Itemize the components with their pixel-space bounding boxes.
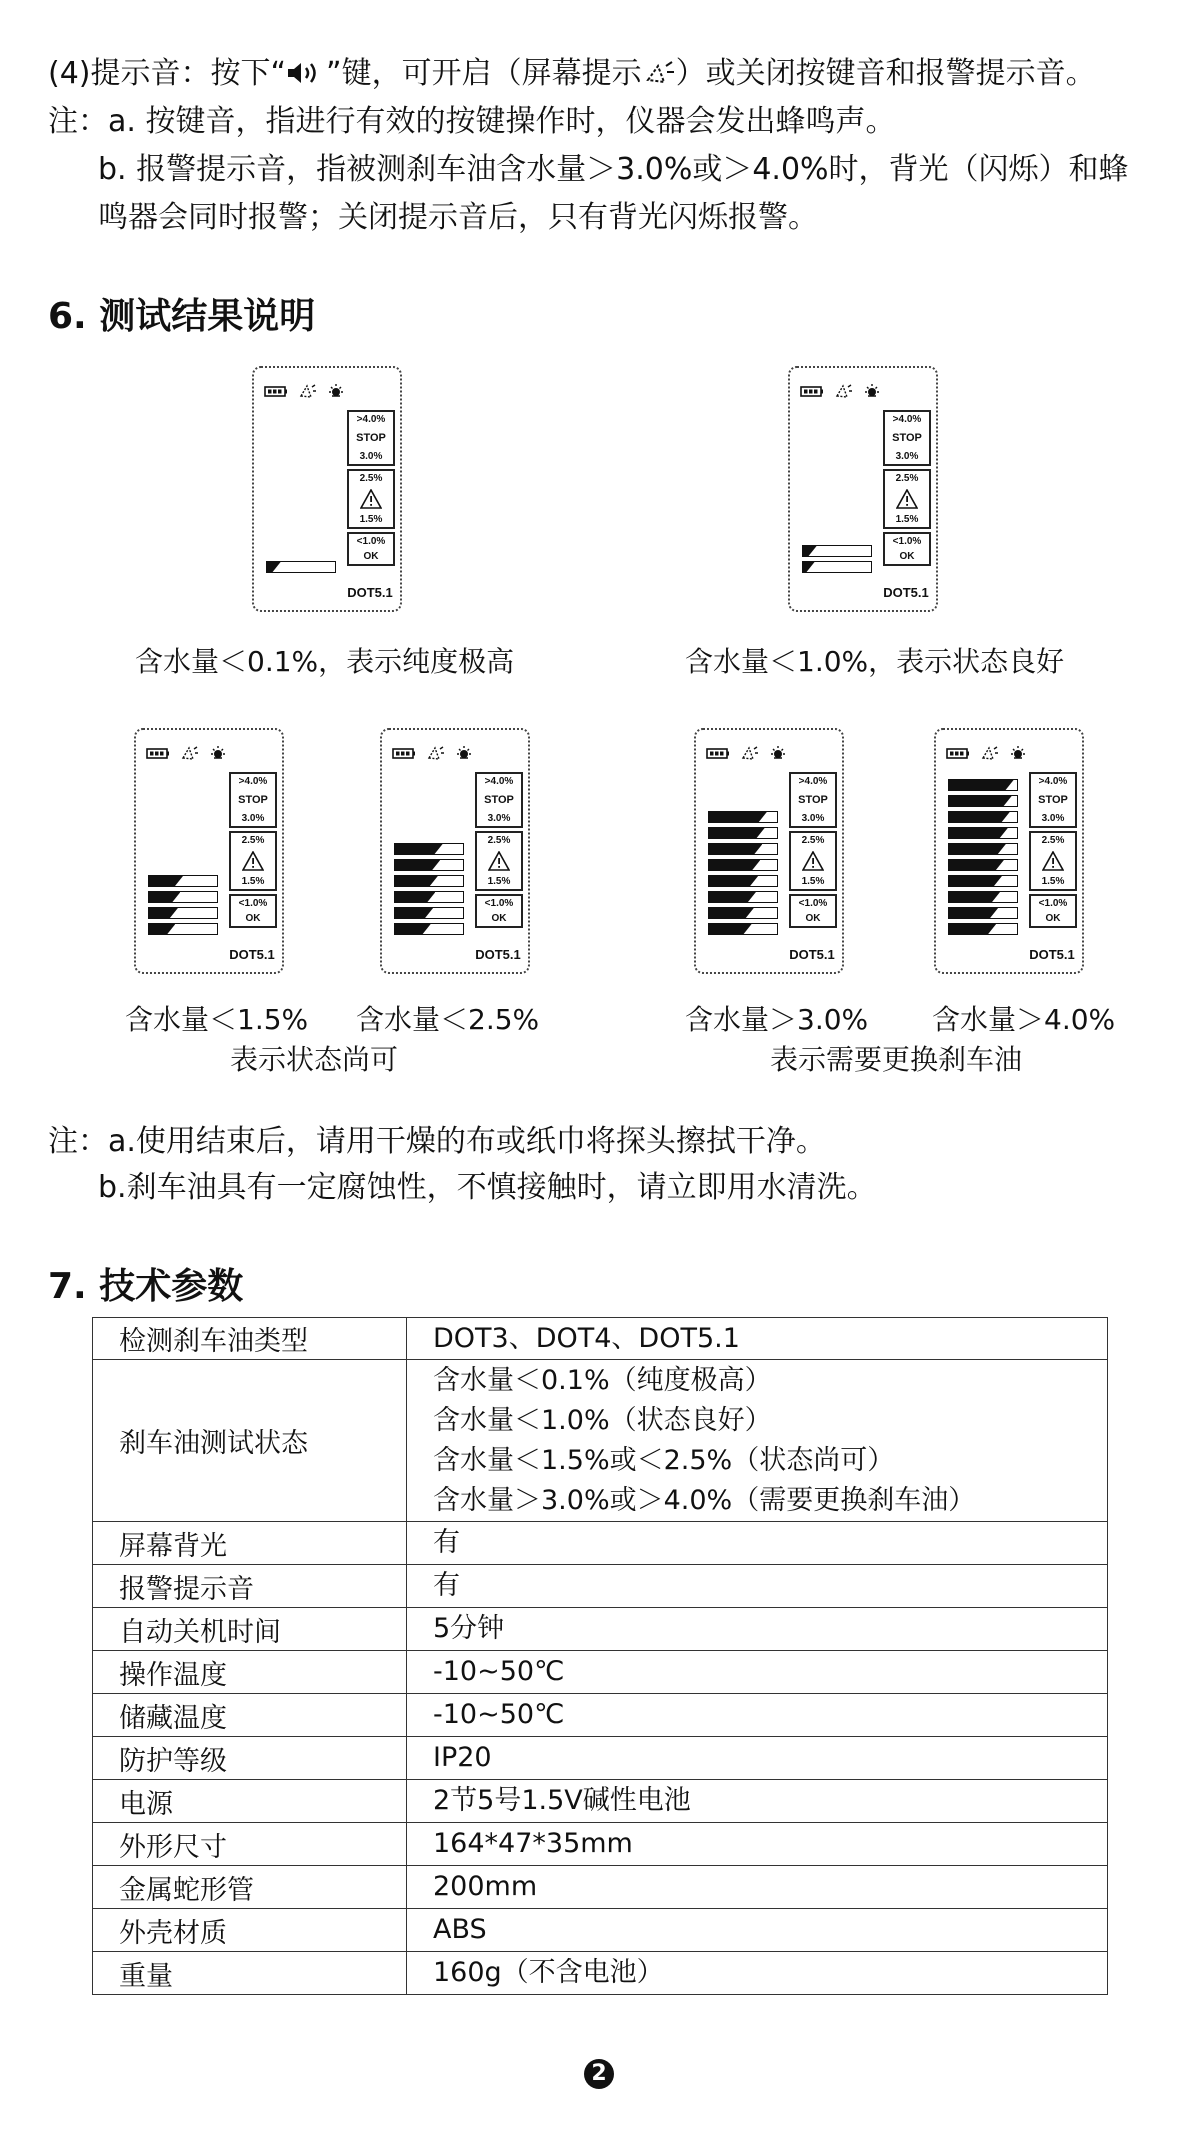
scale-warn-box — [229, 831, 277, 891]
scale-ok-box — [229, 894, 277, 928]
spec-row — [93, 1780, 1108, 1823]
scale-ok-box — [789, 894, 837, 928]
scale-stop: STOP — [484, 794, 514, 806]
sound-icon — [837, 385, 852, 397]
scale-warn-box — [347, 469, 395, 529]
spec-row — [93, 1565, 1108, 1608]
level-bars — [148, 871, 218, 935]
status-icons — [800, 382, 890, 400]
level-bar — [948, 907, 1018, 919]
spec-value-line: 含水量＜1.0%（状态良好） — [433, 1404, 772, 1436]
battery-icon — [801, 387, 823, 396]
scale-p15: 1.5% — [487, 876, 511, 887]
level-bar — [948, 843, 1018, 855]
scale — [347, 410, 395, 569]
scale-p25: 2.5% — [895, 473, 919, 484]
spec-key: 操作温度 — [93, 1651, 407, 1694]
spec-value — [407, 1737, 1108, 1780]
scale-p25: 2.5% — [241, 835, 265, 846]
spec-value-line: IP20 — [433, 1742, 492, 1773]
spec-row — [93, 1522, 1108, 1565]
level-bar — [948, 891, 1018, 903]
intro-line-1 — [48, 52, 1096, 96]
spec-row — [93, 1909, 1108, 1952]
status-icons — [392, 744, 482, 762]
scale-p15: 1.5% — [359, 514, 383, 525]
caption-group-acceptable: 表示状态尚可 — [230, 1043, 399, 1076]
section-6-title: 6. 测试结果说明 — [48, 296, 316, 337]
scale — [789, 772, 837, 931]
spec-value — [407, 1565, 1108, 1608]
spec-value-line: 有 — [433, 1570, 460, 1601]
spec-value — [407, 1360, 1108, 1522]
scale-ok: OK — [245, 913, 261, 924]
intro-note-a: 注：a. 按键音，指进行有效的按键操作时，仪器会发出蜂鸣声。 — [48, 104, 896, 139]
backlight-icon — [457, 746, 471, 758]
scale-gt4: >4.0% — [798, 776, 828, 787]
level-bars — [266, 557, 336, 573]
scale-stop: STOP — [798, 794, 828, 806]
scale-stop: STOP — [238, 794, 268, 806]
section-7-title: 7. 技术参数 — [48, 1266, 244, 1307]
scale-p30: 3.0% — [487, 813, 511, 824]
level-bar — [948, 827, 1018, 839]
scale-gt4: >4.0% — [238, 776, 268, 787]
backlight-icon — [865, 384, 879, 396]
spec-row — [93, 1360, 1108, 1522]
spec-key: 外壳材质 — [93, 1909, 407, 1952]
scale-ok: OK — [899, 551, 915, 562]
scale-ok-box — [1029, 894, 1077, 928]
level-bars — [394, 839, 464, 935]
spec-value — [407, 1651, 1108, 1694]
level-bar — [708, 827, 778, 839]
lcd-panel-2 — [788, 366, 938, 612]
spec-key: 储藏温度 — [93, 1694, 407, 1737]
scale-gt4: >4.0% — [484, 776, 514, 787]
scale-p30: 3.0% — [359, 451, 383, 462]
backlight-icon — [329, 384, 343, 396]
warning-icon — [360, 489, 382, 509]
battery-icon — [265, 387, 287, 396]
level-bar — [948, 779, 1018, 791]
speaker-icon — [286, 60, 326, 86]
spec-row — [93, 1694, 1108, 1737]
scale-ok-box — [475, 894, 523, 928]
scale — [1029, 772, 1077, 931]
scale-stop: STOP — [892, 432, 922, 444]
spec-row — [93, 1318, 1108, 1360]
scale-warn-box — [883, 469, 931, 529]
spec-key: 防护等级 — [93, 1737, 407, 1780]
spec-value-line: 164*47*35mm — [433, 1828, 633, 1859]
caption-lt25: 含水量＜2.5% — [356, 1003, 540, 1036]
battery-icon — [707, 749, 729, 758]
spec-value — [407, 1823, 1108, 1866]
scale-p15: 1.5% — [241, 876, 265, 887]
spec-key: 检测刹车油类型 — [93, 1318, 407, 1360]
backlight-icon — [211, 746, 225, 758]
scale-stop: STOP — [356, 432, 386, 444]
sound-icon — [183, 747, 198, 759]
battery-icon — [393, 749, 415, 758]
spec-value — [407, 1608, 1108, 1651]
scale-lt10: <1.0% — [1038, 898, 1068, 909]
scale-p30: 3.0% — [241, 813, 265, 824]
spec-row — [93, 1952, 1108, 1995]
scale-lt10: <1.0% — [892, 536, 922, 547]
level-bar — [394, 907, 464, 919]
caption-gt40: 含水量＞4.0% — [932, 1003, 1116, 1036]
spec-value-line: DOT3、DOT4、DOT5.1 — [433, 1322, 740, 1354]
warning-icon — [1042, 851, 1064, 871]
scale-warn-box — [1029, 831, 1077, 891]
level-bar — [708, 907, 778, 919]
lcd-panel-4 — [380, 728, 530, 974]
level-bar — [266, 561, 336, 573]
scale-warn-box — [789, 831, 837, 891]
level-bars — [948, 775, 1018, 935]
intro-line-1-pre: (4)提示音：按下“ — [48, 56, 287, 91]
spec-row — [93, 1866, 1108, 1909]
spec-value-line: 5分钟 — [433, 1613, 505, 1644]
scale-stop-box — [347, 410, 395, 466]
lcd-panel-5 — [694, 728, 844, 974]
spec-row — [93, 1737, 1108, 1780]
warning-icon — [488, 851, 510, 871]
scale-ok: OK — [363, 551, 379, 562]
intro-note-b-1: b. 报警提示音，指被测刹车油含水量＞3.0%或＞4.0%时，背光（闪烁）和蜂 — [98, 152, 1129, 187]
level-bar — [708, 875, 778, 887]
spec-key: 重量 — [93, 1952, 407, 1995]
spec-value — [407, 1522, 1108, 1565]
scale-ok-box — [883, 532, 931, 566]
spec-key: 金属蛇形管 — [93, 1866, 407, 1909]
spec-value-line: 有 — [433, 1527, 460, 1558]
backlight-icon — [1011, 746, 1025, 758]
intro-line-1-post: ”键，可开启（屏幕提示 — [326, 56, 642, 91]
caption-gt30: 含水量＞3.0% — [685, 1003, 869, 1036]
sound-icon — [983, 747, 998, 759]
spec-key: 刹车油测试状态 — [93, 1360, 407, 1522]
caption-group-replace: 表示需要更换刹车油 — [770, 1043, 1023, 1076]
scale-stop-box — [1029, 772, 1077, 828]
warning-icon — [802, 851, 824, 871]
model-label: DOT5.1 — [229, 947, 275, 962]
spec-value-line: 含水量＜0.1%（纯度极高） — [433, 1364, 772, 1396]
intro-note-b-2: 鸣器会同时报警；关闭提示音后，只有背光闪烁报警。 — [98, 200, 818, 235]
scale-stop: STOP — [1038, 794, 1068, 806]
section-6-note-b: b.刹车油具有一定腐蚀性，不慎接触时，请立即用水清洗。 — [98, 1170, 877, 1205]
model-label: DOT5.1 — [789, 947, 835, 962]
model-label: DOT5.1 — [347, 585, 393, 600]
scale-stop-box — [883, 410, 931, 466]
spec-value-line: -10~50℃ — [433, 1699, 565, 1730]
caption-lt15: 含水量＜1.5% — [125, 1003, 309, 1036]
lcd-panel-1 — [252, 366, 402, 612]
spec-key: 自动关机时间 — [93, 1608, 407, 1651]
scale-gt4: >4.0% — [1038, 776, 1068, 787]
scale — [883, 410, 931, 569]
spec-value-line: 2节5号1.5V碱性电池 — [433, 1785, 691, 1816]
level-bar — [394, 891, 464, 903]
scale-p30: 3.0% — [895, 451, 919, 462]
status-icons — [706, 744, 796, 762]
battery-icon — [947, 749, 969, 758]
level-bar — [394, 859, 464, 871]
scale-warn-box — [475, 831, 523, 891]
level-bars — [708, 807, 778, 935]
scale-ok-box — [347, 532, 395, 566]
lcd-panel-3 — [134, 728, 284, 974]
level-bar — [148, 891, 218, 903]
status-icons — [264, 382, 354, 400]
scale-p25: 2.5% — [1041, 835, 1065, 846]
level-bar — [708, 891, 778, 903]
level-bar — [148, 907, 218, 919]
scale-p25: 2.5% — [801, 835, 825, 846]
level-bar — [948, 875, 1018, 887]
battery-icon — [147, 749, 169, 758]
model-label: DOT5.1 — [883, 585, 929, 600]
status-icons — [146, 744, 236, 762]
scale-p30: 3.0% — [801, 813, 825, 824]
warning-icon — [896, 489, 918, 509]
spec-row — [93, 1608, 1108, 1651]
spec-value — [407, 1694, 1108, 1737]
scale-p25: 2.5% — [359, 473, 383, 484]
spec-value-line: ABS — [433, 1914, 487, 1945]
level-bar — [708, 859, 778, 871]
backlight-icon — [771, 746, 785, 758]
level-bars — [802, 541, 872, 573]
scale-lt10: <1.0% — [484, 898, 514, 909]
scale-lt10: <1.0% — [356, 536, 386, 547]
spec-value-line: -10~50℃ — [433, 1656, 565, 1687]
sound-icon — [429, 747, 444, 759]
level-bar — [708, 923, 778, 935]
level-bar — [948, 795, 1018, 807]
spec-row — [93, 1823, 1108, 1866]
level-bar — [148, 875, 218, 887]
scale-p30: 3.0% — [1041, 813, 1065, 824]
model-label: DOT5.1 — [1029, 947, 1075, 962]
spec-value-line: 160g（不含电池） — [433, 1957, 664, 1988]
sound-icon — [743, 747, 758, 759]
caption-good: 含水量＜1.0%，表示状态良好 — [685, 645, 1065, 678]
spec-key: 屏幕背光 — [93, 1522, 407, 1565]
spec-value — [407, 1780, 1108, 1823]
scale-lt10: <1.0% — [798, 898, 828, 909]
scale-stop-box — [789, 772, 837, 828]
warning-icon — [242, 851, 264, 871]
level-bar — [802, 561, 872, 573]
page-number: 2 — [584, 2059, 614, 2089]
spec-value — [407, 1866, 1108, 1909]
level-bar — [394, 923, 464, 935]
scale-stop-box — [475, 772, 523, 828]
spec-value — [407, 1952, 1108, 1995]
spec-value-line: 含水量＜1.5%或＜2.5%（状态尚可） — [433, 1444, 895, 1476]
spec-value-line: 含水量＞3.0%或＞4.0%（需要更换刹车油） — [433, 1484, 976, 1516]
spec-row — [93, 1651, 1108, 1694]
scale-gt4: >4.0% — [356, 414, 386, 425]
sound-on-icon — [642, 60, 676, 86]
level-bar — [948, 859, 1018, 871]
intro-line-1-end: ）或关闭按键音和报警提示音。 — [675, 56, 1096, 91]
scale-p25: 2.5% — [487, 835, 511, 846]
status-icons — [946, 744, 1036, 762]
scale-stop-box — [229, 772, 277, 828]
section-6-note-a: 注：a.使用结束后，请用干燥的布或纸巾将探头擦拭干净。 — [48, 1124, 826, 1159]
spec-value — [407, 1909, 1108, 1952]
level-bar — [948, 923, 1018, 935]
spec-key: 报警提示音 — [93, 1565, 407, 1608]
level-bar — [148, 923, 218, 935]
sound-icon — [301, 385, 316, 397]
scale-p15: 1.5% — [801, 876, 825, 887]
scale — [229, 772, 277, 931]
level-bar — [708, 811, 778, 823]
spec-table — [92, 1317, 1108, 1995]
level-bar — [394, 843, 464, 855]
scale — [475, 772, 523, 931]
scale-ok: OK — [491, 913, 507, 924]
model-label: DOT5.1 — [475, 947, 521, 962]
spec-key: 电源 — [93, 1780, 407, 1823]
spec-value — [407, 1318, 1108, 1360]
spec-key: 外形尺寸 — [93, 1823, 407, 1866]
caption-purity-high: 含水量＜0.1%，表示纯度极高 — [135, 645, 515, 678]
level-bar — [802, 545, 872, 557]
level-bar — [394, 875, 464, 887]
scale-ok: OK — [805, 913, 821, 924]
scale-ok: OK — [1045, 913, 1061, 924]
scale-gt4: >4.0% — [892, 414, 922, 425]
lcd-panel-6 — [934, 728, 1084, 974]
level-bar — [708, 843, 778, 855]
scale-p15: 1.5% — [1041, 876, 1065, 887]
spec-value-line: 200mm — [433, 1871, 538, 1902]
level-bar — [948, 811, 1018, 823]
scale-lt10: <1.0% — [238, 898, 268, 909]
scale-p15: 1.5% — [895, 514, 919, 525]
